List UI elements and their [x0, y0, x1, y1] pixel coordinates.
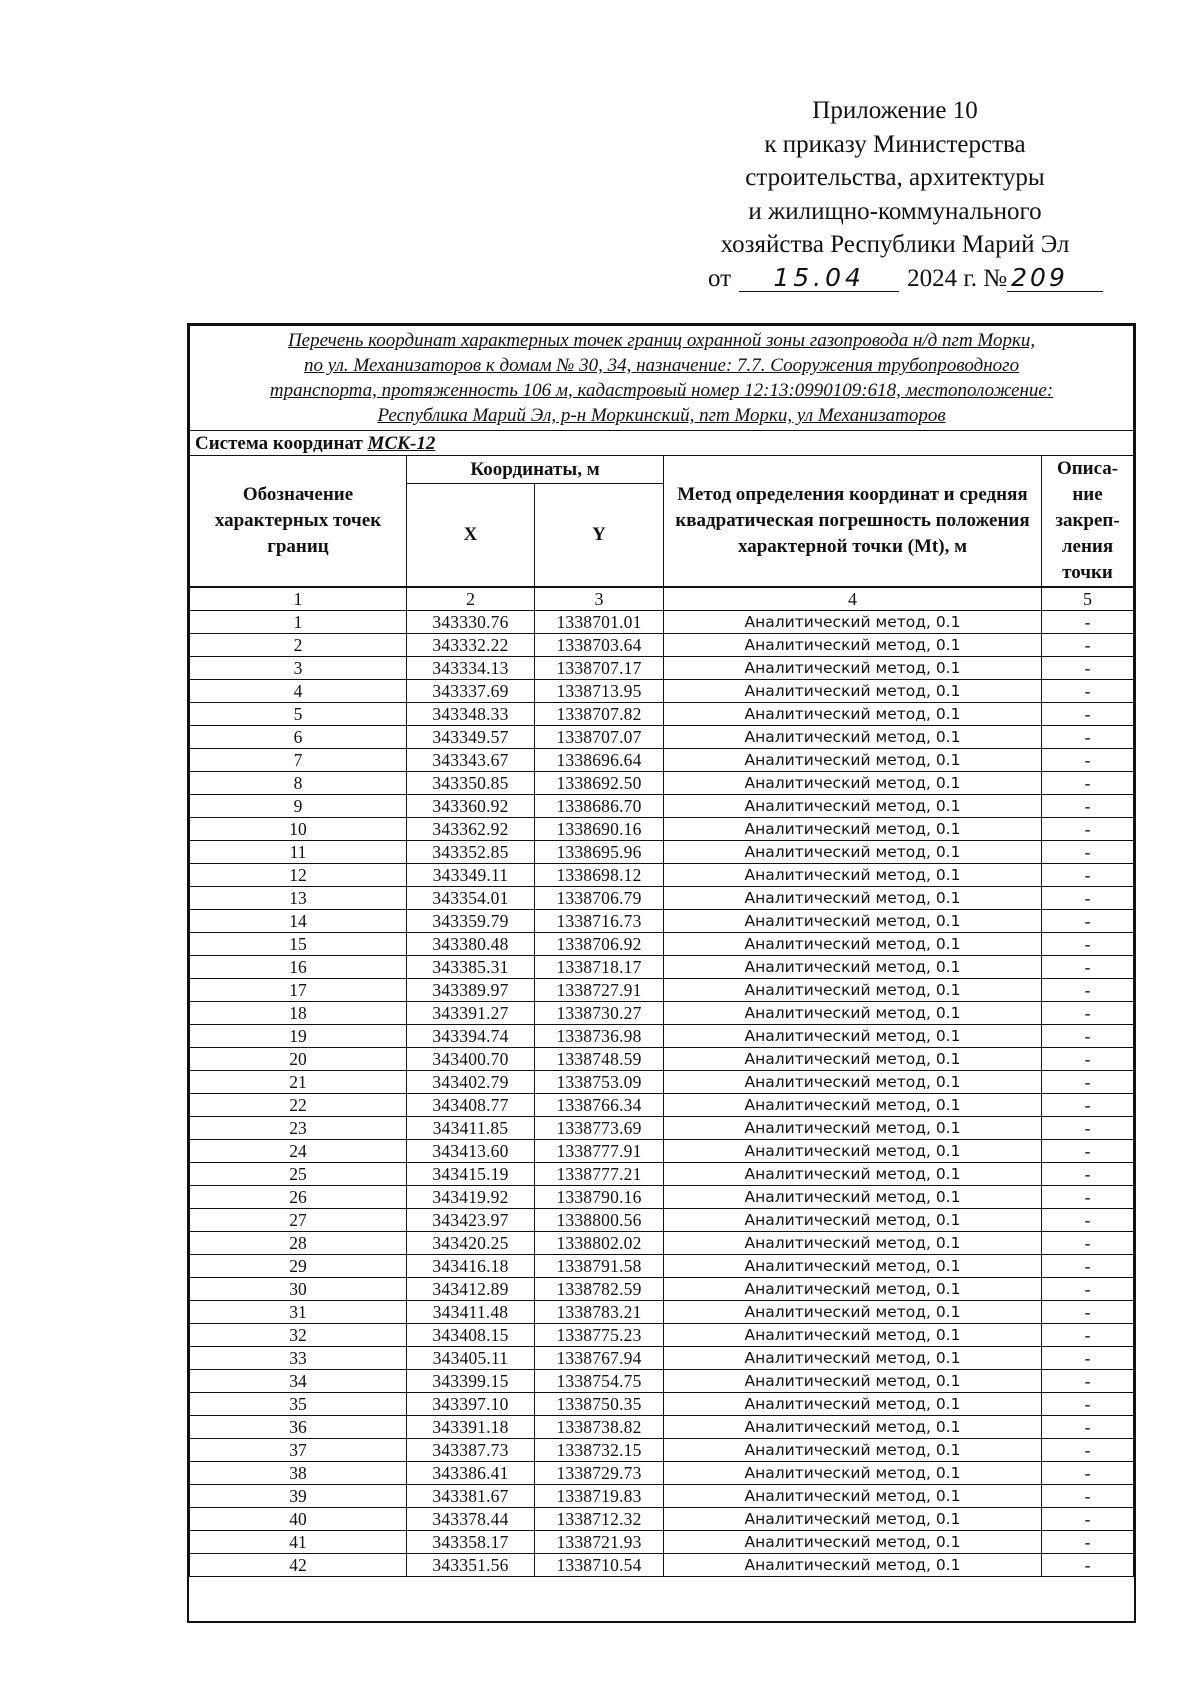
- description: -: [1042, 1347, 1134, 1370]
- table-row: [190, 795, 1134, 818]
- coord-y: 1338716.73: [535, 910, 664, 933]
- method: Аналитический метод, 0.1: [664, 1140, 1042, 1163]
- order-prefix: от: [708, 264, 732, 292]
- method: Аналитический метод, 0.1: [664, 1117, 1042, 1140]
- description: -: [1042, 1531, 1134, 1554]
- table-row: [190, 933, 1134, 956]
- table-row: [190, 1370, 1134, 1393]
- point-number: 36: [190, 1416, 407, 1439]
- coordinate-system-label: Система координат: [195, 432, 363, 454]
- description: -: [1042, 1002, 1134, 1025]
- order-year: 2024 г. №: [907, 264, 1008, 292]
- coord-y: 1338696.64: [535, 749, 664, 772]
- description: -: [1042, 956, 1134, 979]
- point-number: 27: [190, 1209, 407, 1232]
- table-row: [190, 956, 1134, 979]
- table-row: [190, 1531, 1134, 1554]
- method: Аналитический метод, 0.1: [664, 887, 1042, 910]
- method: Аналитический метод, 0.1: [664, 1071, 1042, 1094]
- description: -: [1042, 1163, 1134, 1186]
- annex-header: [690, 94, 1100, 295]
- description: -: [1042, 864, 1134, 887]
- point-number: 15: [190, 933, 407, 956]
- description: -: [1042, 1140, 1134, 1163]
- point-number: 21: [190, 1071, 407, 1094]
- method: Аналитический метод, 0.1: [664, 657, 1042, 680]
- coord-x: 343415.19: [407, 1163, 535, 1186]
- coord-y: 1338791.58: [535, 1255, 664, 1278]
- col-header-point: Обозначение характерных точек границ: [190, 456, 407, 588]
- table-row: [190, 1232, 1134, 1255]
- coord-x: 343358.17: [407, 1531, 535, 1554]
- point-number: 24: [190, 1140, 407, 1163]
- table-row: [190, 864, 1134, 887]
- coord-y: 1338706.92: [535, 933, 664, 956]
- description: -: [1042, 1554, 1134, 1577]
- coord-x: 343385.31: [407, 956, 535, 979]
- table-row: [190, 1485, 1134, 1508]
- method: Аналитический метод, 0.1: [664, 979, 1042, 1002]
- table-row: [190, 1025, 1134, 1048]
- point-number: 38: [190, 1462, 407, 1485]
- method: Аналитический метод, 0.1: [664, 749, 1042, 772]
- order-reference: [690, 262, 1100, 296]
- method: Аналитический метод, 0.1: [664, 841, 1042, 864]
- coord-x: 343397.10: [407, 1393, 535, 1416]
- method: Аналитический метод, 0.1: [664, 1347, 1042, 1370]
- method: Аналитический метод, 0.1: [664, 611, 1042, 634]
- point-number: 34: [190, 1370, 407, 1393]
- col-header-y: Y: [535, 484, 664, 587]
- method: Аналитический метод, 0.1: [664, 1485, 1042, 1508]
- description: -: [1042, 933, 1134, 956]
- point-number: 17: [190, 979, 407, 1002]
- point-number: 28: [190, 1232, 407, 1255]
- description: -: [1042, 1255, 1134, 1278]
- coord-x: 343391.18: [407, 1416, 535, 1439]
- point-number: 29: [190, 1255, 407, 1278]
- point-number: 10: [190, 818, 407, 841]
- annex-line-4: и жилищно-коммунального: [748, 197, 1042, 225]
- description: -: [1042, 1094, 1134, 1117]
- coord-x: 343359.79: [407, 910, 535, 933]
- table-row: [190, 726, 1134, 749]
- point-number: 35: [190, 1393, 407, 1416]
- table-row: [190, 818, 1134, 841]
- col-number: 3: [535, 587, 664, 611]
- coord-y: 1338718.17: [535, 956, 664, 979]
- point-number: 31: [190, 1301, 407, 1324]
- coordinate-system-value: МСК-12: [367, 432, 436, 454]
- description: -: [1042, 1186, 1134, 1209]
- coord-x: 343399.15: [407, 1370, 535, 1393]
- coord-x: 343381.67: [407, 1485, 535, 1508]
- coord-y: 1338802.02: [535, 1232, 664, 1255]
- description: -: [1042, 1416, 1134, 1439]
- point-number: 7: [190, 749, 407, 772]
- coord-y: 1338754.75: [535, 1370, 664, 1393]
- point-number: 40: [190, 1508, 407, 1531]
- coord-x: 343349.11: [407, 864, 535, 887]
- point-number: 39: [190, 1485, 407, 1508]
- table-row: [190, 1439, 1134, 1462]
- coord-y: 1338783.21: [535, 1301, 664, 1324]
- description: -: [1042, 703, 1134, 726]
- description: -: [1042, 1071, 1134, 1094]
- method: Аналитический метод, 0.1: [664, 1554, 1042, 1577]
- coord-x: 343419.92: [407, 1186, 535, 1209]
- coord-y: 1338698.12: [535, 864, 664, 887]
- table-row: [190, 1554, 1134, 1577]
- coord-x: 343334.13: [407, 657, 535, 680]
- method: Аналитический метод, 0.1: [664, 1232, 1042, 1255]
- coordinate-system-row: [190, 431, 1134, 456]
- method: Аналитический метод, 0.1: [664, 1393, 1042, 1416]
- method: Аналитический метод, 0.1: [664, 1048, 1042, 1071]
- point-number: 18: [190, 1002, 407, 1025]
- coord-x: 343420.25: [407, 1232, 535, 1255]
- point-number: 30: [190, 1278, 407, 1301]
- coord-x: 343400.70: [407, 1048, 535, 1071]
- table-caption: [190, 326, 1134, 431]
- annex-title: Приложение 10: [812, 97, 978, 124]
- coord-x: 343349.57: [407, 726, 535, 749]
- coord-x: 343343.67: [407, 749, 535, 772]
- point-number: 8: [190, 772, 407, 795]
- table-caption-row: [190, 326, 1134, 431]
- caption-line-3: транспорта, протяженность 106 м, кадастровый номер 12:13:0990109:618, местоположение:: [269, 380, 1054, 401]
- description: -: [1042, 841, 1134, 864]
- coord-y: 1338707.17: [535, 657, 664, 680]
- coord-x: 343423.97: [407, 1209, 535, 1232]
- description: -: [1042, 910, 1134, 933]
- point-number: 33: [190, 1347, 407, 1370]
- method: Аналитический метод, 0.1: [664, 1186, 1042, 1209]
- point-number: 32: [190, 1324, 407, 1347]
- method: Аналитический метод, 0.1: [664, 703, 1042, 726]
- coord-y: 1338767.94: [535, 1347, 664, 1370]
- table-row: [190, 657, 1134, 680]
- table-row: [190, 611, 1134, 634]
- coord-y: 1338736.98: [535, 1025, 664, 1048]
- table-row: [190, 979, 1134, 1002]
- coord-y: 1338729.73: [535, 1462, 664, 1485]
- coord-y: 1338707.07: [535, 726, 664, 749]
- method: Аналитический метод, 0.1: [664, 1508, 1042, 1531]
- method: Аналитический метод, 0.1: [664, 1002, 1042, 1025]
- order-date: 15.04: [739, 265, 899, 292]
- point-number: 22: [190, 1094, 407, 1117]
- table-row: [190, 1393, 1134, 1416]
- table-row: [190, 1117, 1134, 1140]
- annex-line-3: строительства, архитектуры: [745, 164, 1045, 191]
- description: -: [1042, 1324, 1134, 1347]
- description: -: [1042, 979, 1134, 1002]
- table-row: [190, 1278, 1134, 1301]
- coord-x: 343408.77: [407, 1094, 535, 1117]
- coord-x: 343351.56: [407, 1554, 535, 1577]
- table-row: [190, 1255, 1134, 1278]
- description: -: [1042, 772, 1134, 795]
- point-number: 25: [190, 1163, 407, 1186]
- coord-y: 1338706.79: [535, 887, 664, 910]
- coord-x: 343386.41: [407, 1462, 535, 1485]
- description: -: [1042, 1048, 1134, 1071]
- point-number: 1: [190, 611, 407, 634]
- col-number: 2: [407, 587, 535, 611]
- description: -: [1042, 1117, 1134, 1140]
- coord-y: 1338800.56: [535, 1209, 664, 1232]
- caption-line-4: Республика Марий Эл, р-н Моркинский, пгт Морки, ул Механизаторов: [377, 405, 946, 426]
- method: Аналитический метод, 0.1: [664, 933, 1042, 956]
- method: Аналитический метод, 0.1: [664, 1462, 1042, 1485]
- table-row: [190, 1163, 1134, 1186]
- table-row: [190, 680, 1134, 703]
- method: Аналитический метод, 0.1: [664, 1416, 1042, 1439]
- coord-x: 343402.79: [407, 1071, 535, 1094]
- coord-y: 1338690.16: [535, 818, 664, 841]
- point-number: 19: [190, 1025, 407, 1048]
- coord-y: 1338692.50: [535, 772, 664, 795]
- description: -: [1042, 634, 1134, 657]
- coord-y: 1338710.54: [535, 1554, 664, 1577]
- coord-x: 343416.18: [407, 1255, 535, 1278]
- description: -: [1042, 1462, 1134, 1485]
- coord-y: 1338701.01: [535, 611, 664, 634]
- coord-x: 343360.92: [407, 795, 535, 818]
- coord-x: 343380.48: [407, 933, 535, 956]
- coord-y: 1338732.15: [535, 1439, 664, 1462]
- table-row: [190, 703, 1134, 726]
- method: Аналитический метод, 0.1: [664, 956, 1042, 979]
- point-number: 5: [190, 703, 407, 726]
- col-number: 5: [1042, 587, 1134, 611]
- description: -: [1042, 657, 1134, 680]
- description: -: [1042, 749, 1134, 772]
- coord-x: 343413.60: [407, 1140, 535, 1163]
- table-row: [190, 1071, 1134, 1094]
- header-row-1: [190, 456, 1134, 484]
- coord-x: 343394.74: [407, 1025, 535, 1048]
- description: -: [1042, 795, 1134, 818]
- coord-x: 343378.44: [407, 1508, 535, 1531]
- coord-x: 343337.69: [407, 680, 535, 703]
- coord-x: 343411.48: [407, 1301, 535, 1324]
- point-number: 4: [190, 680, 407, 703]
- method: Аналитический метод, 0.1: [664, 634, 1042, 657]
- description: -: [1042, 818, 1134, 841]
- table-row: [190, 1508, 1134, 1531]
- method: Аналитический метод, 0.1: [664, 1163, 1042, 1186]
- method: Аналитический метод, 0.1: [664, 795, 1042, 818]
- point-number: 6: [190, 726, 407, 749]
- table-row: [190, 1186, 1134, 1209]
- coordinate-system: [190, 431, 1134, 456]
- point-number: 11: [190, 841, 407, 864]
- coord-y: 1338738.82: [535, 1416, 664, 1439]
- method: Аналитический метод, 0.1: [664, 1278, 1042, 1301]
- coord-x: 343354.01: [407, 887, 535, 910]
- table-row: [190, 841, 1134, 864]
- method: Аналитический метод, 0.1: [664, 864, 1042, 887]
- table-row: [190, 1324, 1134, 1347]
- coord-y: 1338703.64: [535, 634, 664, 657]
- point-number: 41: [190, 1531, 407, 1554]
- coord-x: 343362.92: [407, 818, 535, 841]
- method: Аналитический метод, 0.1: [664, 1439, 1042, 1462]
- description: -: [1042, 1508, 1134, 1531]
- coord-y: 1338782.59: [535, 1278, 664, 1301]
- method: Аналитический метод, 0.1: [664, 680, 1042, 703]
- description: -: [1042, 887, 1134, 910]
- coord-x: 343411.85: [407, 1117, 535, 1140]
- coord-y: 1338790.16: [535, 1186, 664, 1209]
- coord-y: 1338686.70: [535, 795, 664, 818]
- col-header-description: Описа-ние закреп-ления точки: [1042, 456, 1134, 588]
- point-number: 9: [190, 795, 407, 818]
- method: Аналитический метод, 0.1: [664, 1370, 1042, 1393]
- coord-x: 343389.97: [407, 979, 535, 1002]
- description: -: [1042, 1025, 1134, 1048]
- table-row: [190, 1140, 1134, 1163]
- table-row: [190, 1209, 1134, 1232]
- point-number: 16: [190, 956, 407, 979]
- description: -: [1042, 1209, 1134, 1232]
- table-row: [190, 910, 1134, 933]
- point-number: 26: [190, 1186, 407, 1209]
- table-row: [190, 1347, 1134, 1370]
- point-number: 14: [190, 910, 407, 933]
- method: Аналитический метод, 0.1: [664, 1324, 1042, 1347]
- coord-x: 343387.73: [407, 1439, 535, 1462]
- description: -: [1042, 1393, 1134, 1416]
- annex-line-5: хозяйства Республики Марий Эл: [720, 231, 1070, 258]
- coord-x: 343332.22: [407, 634, 535, 657]
- coord-x: 343412.89: [407, 1278, 535, 1301]
- table-row: [190, 887, 1134, 910]
- method: Аналитический метод, 0.1: [664, 1094, 1042, 1117]
- point-number: 2: [190, 634, 407, 657]
- col-header-x: X: [407, 484, 535, 587]
- coord-y: 1338777.21: [535, 1163, 664, 1186]
- description: -: [1042, 1485, 1134, 1508]
- coord-y: 1338748.59: [535, 1048, 664, 1071]
- caption-line-2: по ул. Механизаторов к домам № 30, 34, назначение: 7.7. Сооружения трубопроводного: [303, 355, 1020, 376]
- description: -: [1042, 1232, 1134, 1255]
- coord-y: 1338695.96: [535, 841, 664, 864]
- description: -: [1042, 1278, 1134, 1301]
- description: -: [1042, 1370, 1134, 1393]
- annex-line-2: к приказу Министерства: [764, 130, 1026, 158]
- coord-x: 343330.76: [407, 611, 535, 634]
- table-row: [190, 1462, 1134, 1485]
- description: -: [1042, 611, 1134, 634]
- coord-x: 343391.27: [407, 1002, 535, 1025]
- coord-y: 1338777.91: [535, 1140, 664, 1163]
- col-header-method: Метод определения координат и средняя квадратическая погрешность положения характерной точки (Mt), м: [664, 456, 1042, 588]
- coordinates-table: [189, 325, 1134, 1577]
- table-row: [190, 1416, 1134, 1439]
- coord-x: 343352.85: [407, 841, 535, 864]
- description: -: [1042, 1439, 1134, 1462]
- col-header-coordinates: Координаты, м: [407, 456, 664, 484]
- method: Аналитический метод, 0.1: [664, 818, 1042, 841]
- coord-y: 1338721.93: [535, 1531, 664, 1554]
- coord-y: 1338775.23: [535, 1324, 664, 1347]
- method: Аналитический метод, 0.1: [664, 910, 1042, 933]
- table-row: [190, 1094, 1134, 1117]
- coord-y: 1338753.09: [535, 1071, 664, 1094]
- point-number: 13: [190, 887, 407, 910]
- table-row: [190, 1301, 1134, 1324]
- point-number: 23: [190, 1117, 407, 1140]
- table-row: [190, 1002, 1134, 1025]
- column-number-row: [190, 587, 1134, 611]
- point-number: 20: [190, 1048, 407, 1071]
- coord-y: 1338773.69: [535, 1117, 664, 1140]
- point-number: 12: [190, 864, 407, 887]
- coord-x: 343408.15: [407, 1324, 535, 1347]
- coord-x: 343348.33: [407, 703, 535, 726]
- point-number: 42: [190, 1554, 407, 1577]
- col-number: 1: [190, 587, 407, 611]
- description: -: [1042, 680, 1134, 703]
- coord-y: 1338712.32: [535, 1508, 664, 1531]
- coord-y: 1338730.27: [535, 1002, 664, 1025]
- method: Аналитический метод, 0.1: [664, 726, 1042, 749]
- caption-line-1: Перечень координат характерных точек границ охранной зоны газопровода н/д пгт Морки,: [287, 330, 1036, 351]
- coord-y: 1338719.83: [535, 1485, 664, 1508]
- method: Аналитический метод, 0.1: [664, 1531, 1042, 1554]
- coord-y: 1338750.35: [535, 1393, 664, 1416]
- method: Аналитический метод, 0.1: [664, 772, 1042, 795]
- description: -: [1042, 726, 1134, 749]
- table-row: [190, 749, 1134, 772]
- col-number: 4: [664, 587, 1042, 611]
- coord-y: 1338766.34: [535, 1094, 664, 1117]
- coord-x: 343350.85: [407, 772, 535, 795]
- description: -: [1042, 1301, 1134, 1324]
- coord-y: 1338707.82: [535, 703, 664, 726]
- coord-y: 1338727.91: [535, 979, 664, 1002]
- coord-y: 1338713.95: [535, 680, 664, 703]
- method: Аналитический метод, 0.1: [664, 1255, 1042, 1278]
- table-row: [190, 1048, 1134, 1071]
- order-number: 209: [1007, 265, 1103, 292]
- coord-x: 343405.11: [407, 1347, 535, 1370]
- method: Аналитический метод, 0.1: [664, 1209, 1042, 1232]
- table-row: [190, 634, 1134, 657]
- point-number: 3: [190, 657, 407, 680]
- method: Аналитический метод, 0.1: [664, 1025, 1042, 1048]
- method: Аналитический метод, 0.1: [664, 1301, 1042, 1324]
- table-row: [190, 772, 1134, 795]
- point-number: 37: [190, 1439, 407, 1462]
